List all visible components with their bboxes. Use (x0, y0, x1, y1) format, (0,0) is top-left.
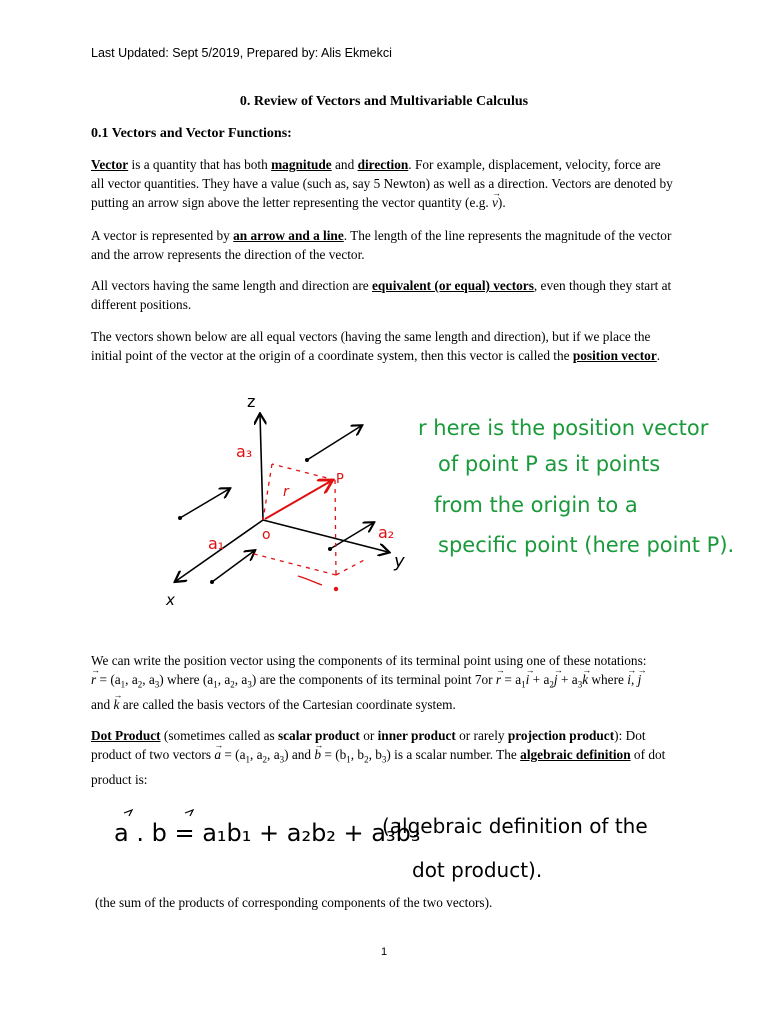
position-vector-r (265, 481, 331, 519)
a2-label: a₂ (378, 523, 395, 542)
x-label: x (166, 591, 175, 609)
dot-product-formula (110, 805, 670, 885)
r-label: r (283, 484, 289, 500)
free-vector (330, 523, 373, 549)
free-vector (212, 551, 254, 582)
basis-i: → i (526, 670, 530, 689)
dot-product-explanation: (the sum of the products of corresponding components of the two vectors). (95, 895, 493, 910)
y-label: y (394, 551, 405, 572)
dot-product-paragraph: Dot Product (sometimes called as scalar product or inner product or rarely projection product): Dot product of two vectors → $a = (a_1$, $a_2$, $a_3$) and → $b = (b_1$, $b_2$, $b_3$) is a scalar number. The algebraic definition of dot product is: (91, 726, 677, 789)
term-magnitude: magnitude (271, 157, 332, 172)
subsection-title: 0.1 Vectors and Vector Functions: (91, 126, 292, 141)
free-vector (180, 489, 229, 518)
term-dot-product: Dot Product (91, 728, 161, 743)
formula-lhs: a . b = a₁b₁ + a₂b₂ + a₃b₃ (114, 819, 421, 847)
point-p-label: P (336, 472, 344, 487)
vector-r: → r (496, 670, 501, 689)
notation-paragraph: We can write the position vector using the components of its terminal point using one of these notations: → $r = (a_1$, $a_2$, $a_3$) where ($a_1$, $a_2$, $a_3$) are the components of its terminal point $7or \to r = a_1\to i + a_2\to j + a_3\to k$ where → i, → j and → k are called the basis vectors of the Cartesian coordinate system. (91, 651, 677, 714)
z-label: z (247, 392, 256, 411)
basis-k: → k (114, 695, 120, 714)
term-direction: direction (357, 157, 409, 172)
a1-label: a₁ (208, 534, 225, 553)
term-position-vector: position vector (572, 348, 657, 363)
term-equivalent-vectors: equivalent (or equal) vectors (372, 278, 534, 293)
term-vector: Vector (91, 157, 129, 172)
formula-note-line-2: dot product). (412, 858, 543, 882)
vector-v: → v (492, 193, 498, 212)
vector-definition-paragraph: Vector is a quantity that has both magnitude and direction. For example, displacement, velocity, force are all vector quantities. They have a value (such as, say 5 Newton) as well as a direction. Vectors are denoted by putting an arrow sign above the letter representing the vector quantity (e.g. → v). (91, 155, 677, 212)
vector-b: → b (314, 745, 321, 764)
note-line-1: r here is the position vector (418, 416, 709, 440)
vector-diagram (150, 385, 740, 610)
section-title: 0. Review of Vectors and Multivariable Calculus (239, 94, 529, 109)
basis-j: → j (554, 670, 558, 689)
basis-j: → j (638, 670, 642, 689)
formula-note-line-1: (algebraic definition of the (382, 814, 648, 838)
vector-r: → r (91, 670, 96, 689)
vector-representation-paragraph: A vector is represented by an arrow and a line. The length of the line represents the magnitude of the vector and the arrow represents the direction of the vector. (91, 228, 672, 262)
a3-label: a₃ (236, 442, 253, 461)
basis-i: → i (627, 670, 631, 689)
note-line-4: specific point (here point P). (438, 533, 735, 557)
note-line-3: from the origin to a (434, 493, 638, 517)
page-number: 1 (380, 946, 388, 958)
page-header: Last Updated: Sept 5/2019, Prepared by: Alis Ekmekci (91, 46, 392, 60)
position-vector-paragraph: The vectors shown below are all equal vectors (having the same length and direction), but if we place the initial point of the vector at the origin of a coordinate system, then this vector is called the position vector. (91, 329, 661, 363)
term-arrow-and-line: an arrow and a line (233, 228, 344, 243)
note-line-2: of point P as it points (438, 452, 661, 476)
term-algebraic-definition: algebraic definition (520, 747, 631, 762)
basis-k: → k (582, 670, 588, 689)
origin-label: o (262, 527, 271, 543)
z-axis (260, 415, 263, 520)
vector-a: → a (214, 745, 221, 764)
equivalent-vectors-paragraph: All vectors having the same length and direction are equivalent (or equal) vectors, even though they start at different positions. (91, 278, 672, 312)
free-vector (307, 426, 361, 460)
